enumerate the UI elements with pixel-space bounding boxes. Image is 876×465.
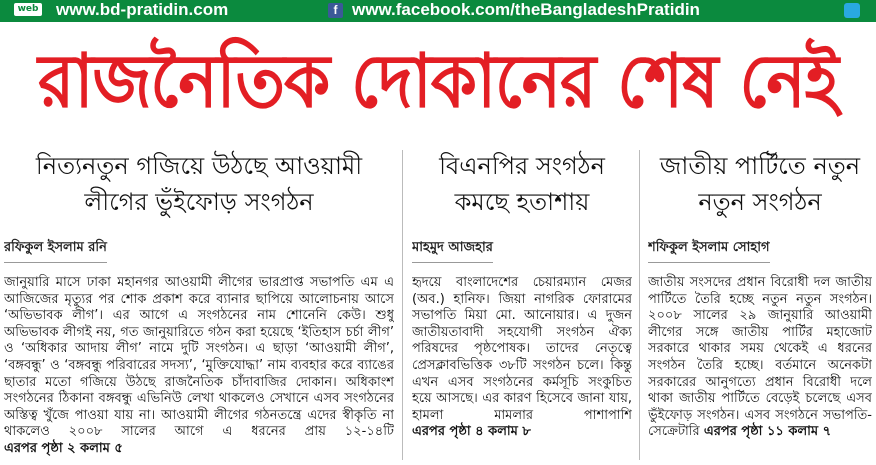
article-title-line: কমছে হতাশায় (454, 188, 590, 216)
article-awami-league (4, 140, 394, 465)
twitter-icon (844, 3, 860, 18)
article-title-line: জাতীয় পার্টিতে নতুন (659, 152, 861, 180)
article-body-text: জাতীয় সংসদের প্রধান বিরোধী দল জাতীয় পার্টিতে তৈরি হচ্ছে নতুন নতুন সংগঠন। ২০০৮ সালের ২৯ জানুয়ারি আওয়ামী লীগের সঙ্গে জাতীয় পার্টির মহাজোট সরকারে থাকার সময় থেকেই এ ধরনের সংগঠন তৈরি হচ্ছে। বর্তমানে অনেকটা সরকারের আনুগত্যে প্রধান বিরোধী দলে থাকা জাতীয় পার্টিতে বেড়েই চলেছে এসব ভুঁইফোড় সংগঠন। এসব সংগঠনে সভাপতি-সেক্রেটারি (648, 275, 872, 440)
continued-link[interactable]: এরপর পৃষ্ঠা ১১ কলাম ৭ (703, 424, 832, 440)
article-title-line: নতুন সংগঠন (698, 188, 822, 216)
facebook-icon: f (328, 3, 343, 18)
top-banner (0, 0, 876, 22)
article-title-line: লীগের ভুঁইফোড় সংগঠন (84, 188, 314, 216)
article-byline: শফিকুল ইসলাম সোহাগ (648, 226, 770, 263)
website-link[interactable]: www.bd-pratidin.com (56, 0, 229, 19)
article-body (4, 275, 394, 458)
column-divider (639, 150, 640, 460)
article-body-text: হৃদয়ে বাংলাদেশের চেয়ারম্যান মেজর (অব.) হানিফ। জিয়া নাগরিক ফোরামের সভাপতি মিয়া মো. আনোয়ার। এ দুজন জাতীয়তাবাদী সহযোগী সংগঠন ঐক্য পরিষদের পৃষ্ঠপোষক। তাদের নেতৃত্বে প্রেসক্লাবভিত্তিক ৩৮টি সংগঠন চলে। কিন্তু এখন এসব সংগঠনের কর্মসূচি সংকুচিত হয়ে আসছে। এর কারণ হিসেবে জানা যায়, হামলা মামলার পাশাপাশি (412, 275, 632, 423)
article-title[interactable] (412, 148, 632, 226)
article-byline: মাহমুদ আজহার (412, 226, 493, 263)
article-byline: রফিকুল ইসলাম রনি (4, 226, 107, 263)
article-title[interactable] (648, 148, 872, 226)
facebook-link[interactable]: www.facebook.com/theBangladeshPratidin (352, 0, 700, 19)
article-body (412, 275, 632, 441)
article-bnp (412, 140, 632, 465)
article-body (648, 275, 872, 441)
article-title[interactable] (4, 148, 394, 226)
column-divider (402, 150, 403, 460)
article-jatiya-party (648, 140, 872, 465)
continued-link[interactable]: এরপর পৃষ্ঠা ২ কলাম ৫ (4, 440, 123, 456)
article-body-text: জানুয়ারি মাসে ঢাকা মহানগর আওয়ামী লীগের ভারপ্রাপ্ত সভাপতি এম এ আজিজের মৃত্যুর পর শোক প্রকাশ করে ব্যানার ছাপিয়ে আলোচনায় আসে ‘অভিভাবক লীগ’। এর আগে এ সংগঠনের নাম শোনেনি কেউ। শুধু অভিভাবক লীগই নয়, গত জানুয়ারিতে গঠন করা হয়েছে ‘ইতিহাস চর্চা লীগ’ ও ‘অধিকার আদায় লীগ’ নামে দুটি সংগঠন। এ ছাড়া ‘আওয়ামী লীগ’, ‘বঙ্গবন্ধু’ ও ‘বঙ্গবন্ধু পরিবারের সদস্য’, ‘মুক্তিযোদ্ধা’ নাম ব্যবহার করে ব্যাঙের ছাতার মতো গজিয়ে উঠছে রাজনৈতিক চাঁদাবাজির দোকান। অধিকাংশ সংগঠনের ঠিকানা বঙ্গবন্ধু এভিনিউ লেখা থাকলেও সেখানে এসব সংগঠনের অস্তিত্ব খুঁজে পাওয়া যায় না। আওয়ামী লীগের গঠনতন্ত্রে এদের স্বীকৃতি না থাকলেও ২০০৮ সালের আগে এ ধরনের প্রায় ১২-১৪টি (4, 275, 394, 440)
article-title-line: বিএনপির সংগঠন (439, 152, 605, 180)
continued-link[interactable]: এরপর পৃষ্ঠা ৪ কলাম ৮ (412, 424, 531, 440)
main-headline: রাজনৈতিক দোকানের শেষ নেই (38, 37, 838, 125)
article-title-line: নিত্যনতুন গজিয়ে উঠছে আওয়ামী (35, 152, 363, 180)
web-tag: web (14, 3, 42, 16)
